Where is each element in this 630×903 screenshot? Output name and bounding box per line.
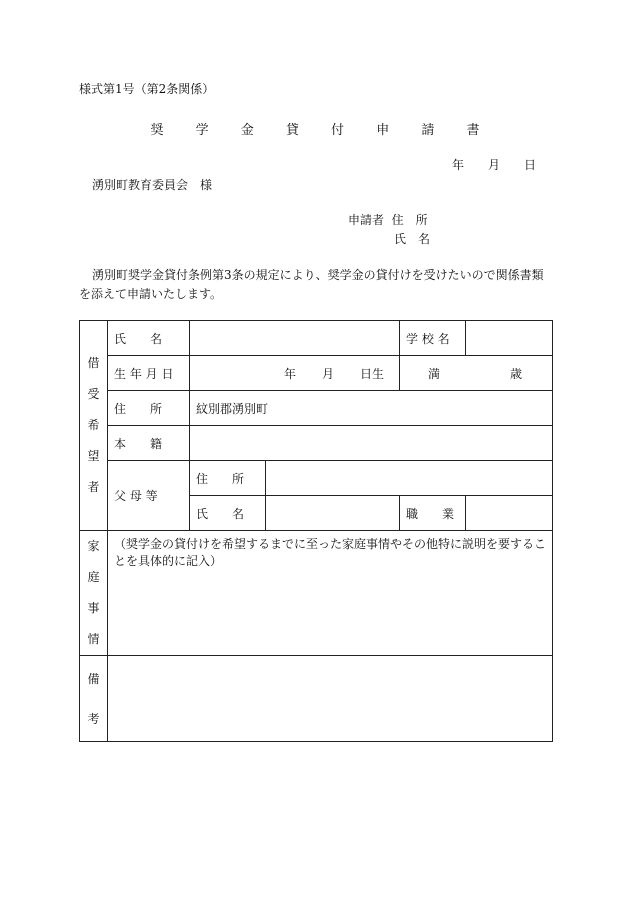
parents-label: 父 母 等 [108,461,190,531]
parent-name-field[interactable] [266,496,400,531]
domicile-field[interactable] [190,426,553,461]
applicant-address-label: 住 所 [391,213,428,227]
address-field[interactable]: 紋別郡湧別町 [190,391,553,426]
application-form-table [79,320,553,742]
parent-name-label: 氏 名 [190,496,266,531]
family-circumstances-field[interactable] [108,531,553,656]
applicant-name-label: 氏 名 [394,232,431,246]
age-field[interactable] [400,356,553,391]
birth-month: 月 [322,366,335,381]
date-day: 日 [524,158,537,172]
date-month: 月 [488,158,501,172]
addressee: 湧別町教育委員会 様 [92,178,213,192]
name-label: 氏 名 [108,321,190,356]
address-label: 住 所 [108,391,190,426]
age-prefix: 満 [428,366,441,381]
occupation-field[interactable] [466,496,553,531]
school-name-field[interactable] [466,321,553,356]
remarks-section-label: 備考 [80,656,108,742]
school-name-label: 学 校 名 [400,321,466,356]
parent-address-label: 住 所 [190,461,266,496]
remarks-field[interactable] [108,656,553,742]
age-suffix: 歳 [510,366,523,381]
form-number: 様式第1号（第2条関係） [79,82,215,96]
birth-day: 日生 [360,366,385,381]
family-note: （奨学金の貸付けを希望するまでに至った家庭事情やその他特に説明を要することを具体的に記入） [114,537,547,568]
birthdate-label: 生 年 月 日 [108,356,190,391]
document-title: 奨 学 金 貸 付 申 請 書 [150,123,494,138]
borrower-section-label: 借受希望者 [80,321,108,531]
occupation-label: 職 業 [400,496,466,531]
parent-address-field[interactable] [266,461,553,496]
body-text: 湧別町奨学金貸付条例第3条の規定により、奨学金の貸付けを受けたいので関係書類を添えて申請いたします。 [79,268,544,301]
domicile-label: 本 籍 [108,426,190,461]
date-year: 年 [452,158,465,172]
family-section-label: 家庭事情 [80,531,108,656]
name-field[interactable] [190,321,400,356]
applicant-block [348,211,430,249]
applicant-label: 申請者 [348,213,385,227]
birth-year: 年 [284,366,297,381]
birthdate-field[interactable] [190,356,400,391]
date-line [452,156,536,173]
